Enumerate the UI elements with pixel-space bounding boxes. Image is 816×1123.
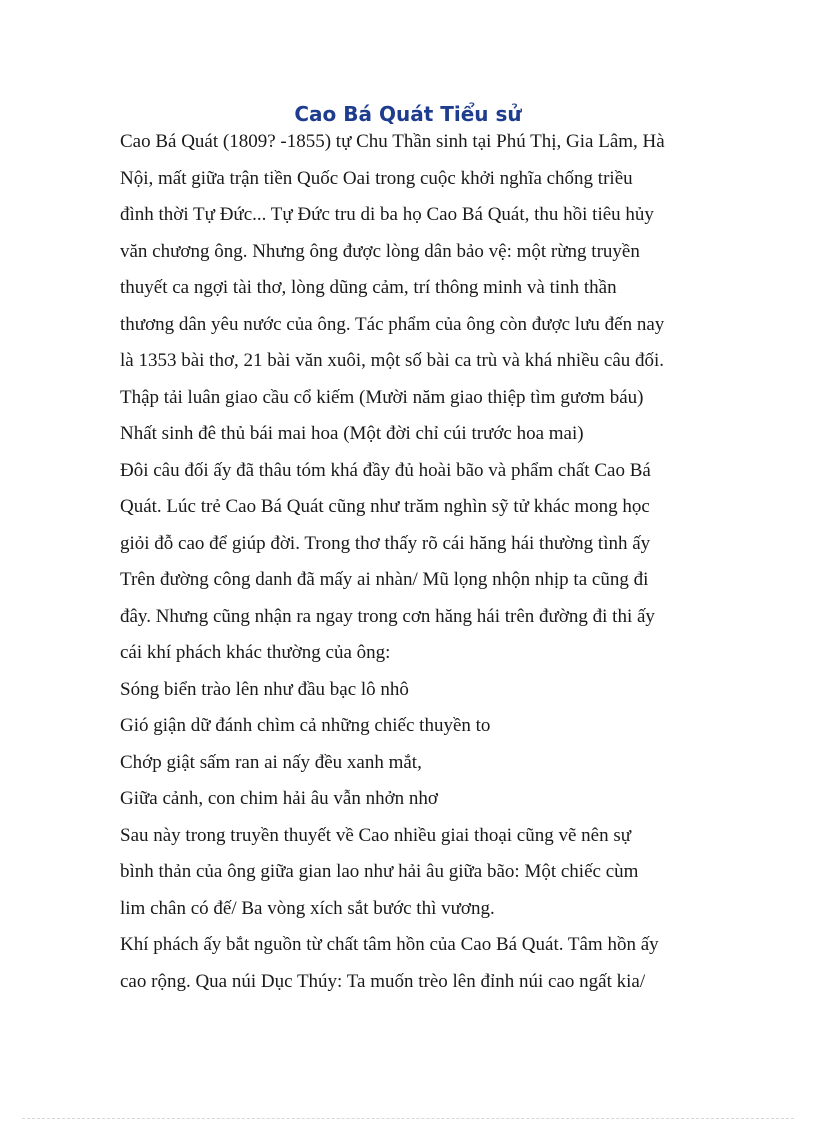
poem-line: Sóng biển trào lên như đầu bạc lô nhô: [120, 678, 409, 700]
body-line: đình thời Tự Đức... Tự Đức tru di ba họ Cao Bá Quát, thu hồi tiêu hủy: [120, 204, 654, 225]
body-line: cao rộng. Qua núi Dục Thúy: Ta muốn trèo lên đỉnh núi cao ngất kia/: [120, 970, 646, 992]
body-line: Đôi câu đối ấy đã thâu tóm khá đầy đủ hoài bão và phẩm chất Cao Bá: [120, 459, 651, 481]
body-line: là 1353 bài thơ, 21 bài văn xuôi, một số bài ca trù và khá nhiều câu đối.: [120, 350, 665, 371]
body-line: thuyết ca ngợi tài thơ, lòng dũng cảm, trí thông minh và tinh thần: [120, 277, 617, 298]
body-line: thương dân yêu nước của ông. Tác phẩm của ông còn được lưu đến nay: [120, 313, 665, 335]
poem-line: Chớp giật sấm ran ai nấy đều xanh mắt,: [120, 751, 422, 773]
body-line: Khí phách ấy bắt nguồn từ chất tâm hồn của Cao Bá Quát. Tâm hồn ấy: [120, 934, 659, 955]
page-bottom-divider: [22, 1118, 794, 1119]
body-line: Nhất sinh đê thủ bái mai hoa (Một đời chỉ cúi trước hoa mai): [120, 423, 584, 444]
body-line: cái khí phách khác thường của ông:: [120, 642, 391, 663]
body-line: Thập tải luân giao cầu cổ kiếm (Mười năm giao thiệp tìm gươm báu): [120, 386, 644, 408]
poem-line: Giữa cảnh, con chim hải âu vẫn nhởn nhơ: [120, 788, 438, 809]
poem-line: Gió giận dữ đánh chìm cả những chiếc thuyền to: [120, 715, 491, 736]
body-line: bình thản của ông giữa gian lao như hải âu giữa bão: Một chiếc cùm: [120, 861, 639, 882]
body-line: Quát. Lúc trẻ Cao Bá Quát cũng như trăm nghìn sỹ tử khác mong học: [120, 496, 650, 517]
body-line: giỏi đỗ cao để giúp đời. Trong thơ thấy rõ cái hăng hái thường tình ấy: [120, 532, 651, 554]
document-body: [120, 124, 720, 1000]
body-line: Cao Bá Quát (1809? -1855) tự Chu Thần sinh tại Phú Thị, Gia Lâm, Hà: [120, 131, 665, 152]
body-line: Trên đường công danh đã mấy ai nhàn/ Mũ lọng nhộn nhịp ta cũng đi: [120, 569, 649, 590]
body-line: đây. Nhưng cũng nhận ra ngay trong cơn hăng hái trên đường đi thi ấy: [120, 605, 655, 627]
document-title: Cao Bá Quát Tiểu sử: [294, 102, 522, 126]
body-line: văn chương ông. Nhưng ông được lòng dân bảo vệ: một rừng truyền: [120, 240, 640, 262]
body-line: Nội, mất giữa trận tiền Quốc Oai trong cuộc khởi nghĩa chống triều: [120, 167, 633, 189]
body-line: lim chân có đế/ Ba vòng xích sắt bước thì vương.: [120, 897, 495, 919]
body-line: Sau này trong truyền thuyết về Cao nhiều giai thoại cũng vẽ nên sự: [120, 824, 632, 846]
